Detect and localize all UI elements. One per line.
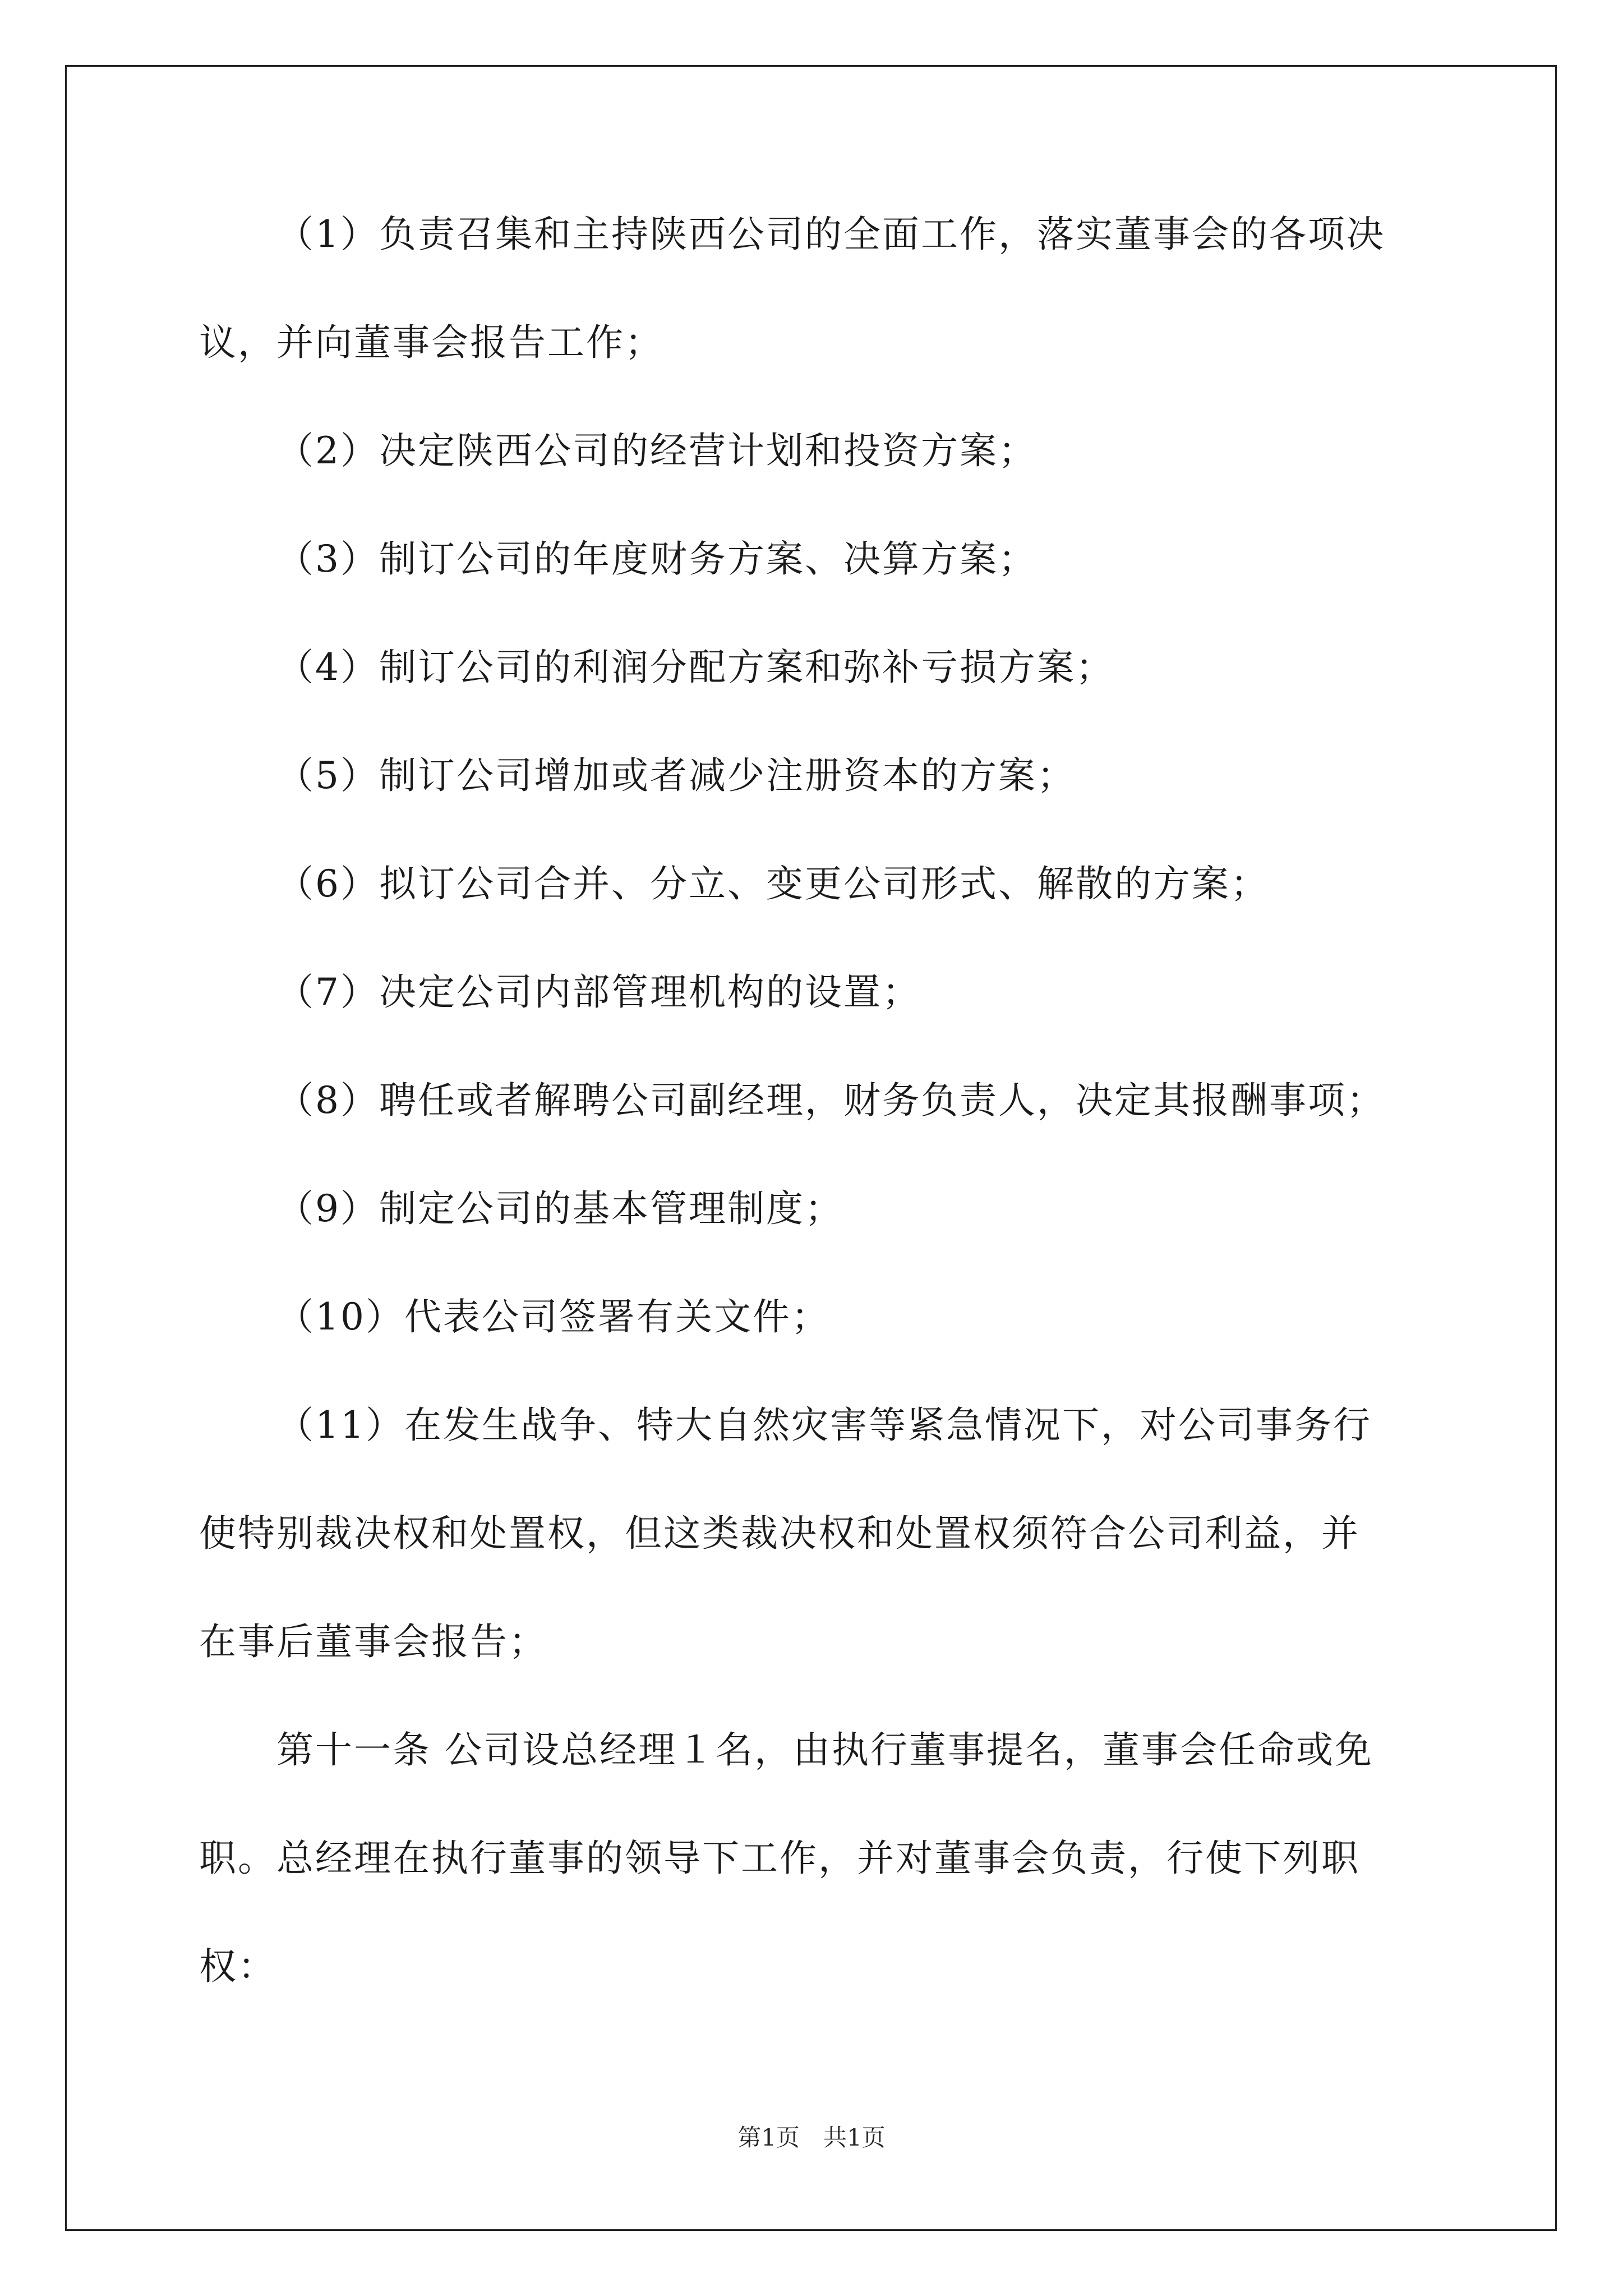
- text-line: （9）制定公司的基本管理制度；: [276, 1187, 843, 1230]
- text-line: 第十一条 公司设总经理１名，由执行董事提名，董事会任命或免: [276, 1728, 1373, 1772]
- page-footer: 第1页 共1页: [737, 2124, 886, 2151]
- text-line: （7）决定公司内部管理机构的设置；: [276, 970, 921, 1014]
- document-body: [199, 213, 1433, 2056]
- text-line: 职。总经理在执行董事的领导下工作，并对董事会负责，行使下列职: [199, 1837, 1360, 1880]
- text-line: 使特别裁决权和处置权，但这类裁决权和处置权须符合公司利益，并: [199, 1512, 1360, 1555]
- text-line: 在事后董事会报告；: [199, 1620, 547, 1663]
- text-line: （8）聘任或者解聘公司副经理，财务负责人，决定其报酬事项；: [276, 1079, 1385, 1122]
- text-line: （2）决定陕西公司的经营计划和投资方案；: [276, 429, 1037, 472]
- text-line: （4）制订公司的利润分配方案和弥补亏损方案；: [276, 646, 1114, 689]
- text-line: （3）制订公司的年度财务方案、决算方案；: [276, 537, 1037, 581]
- text-line: 权：: [199, 1945, 276, 1988]
- text-line: （1）负责召集和主持陕西公司的全面工作，落实董事会的各项决: [276, 213, 1385, 256]
- text-line: （11）在发生战争、特大自然灾害等紧急情况下，对公司事务行: [276, 1404, 1372, 1447]
- text-line: 议，并向董事会报告工作；: [199, 321, 663, 364]
- text-line: （10）代表公司签署有关文件；: [276, 1295, 830, 1338]
- text-line: （5）制订公司增加或者减少注册资本的方案；: [276, 754, 1076, 797]
- text-line: （6）拟订公司合并、分立、变更公司形式、解散的方案；: [276, 862, 1269, 905]
